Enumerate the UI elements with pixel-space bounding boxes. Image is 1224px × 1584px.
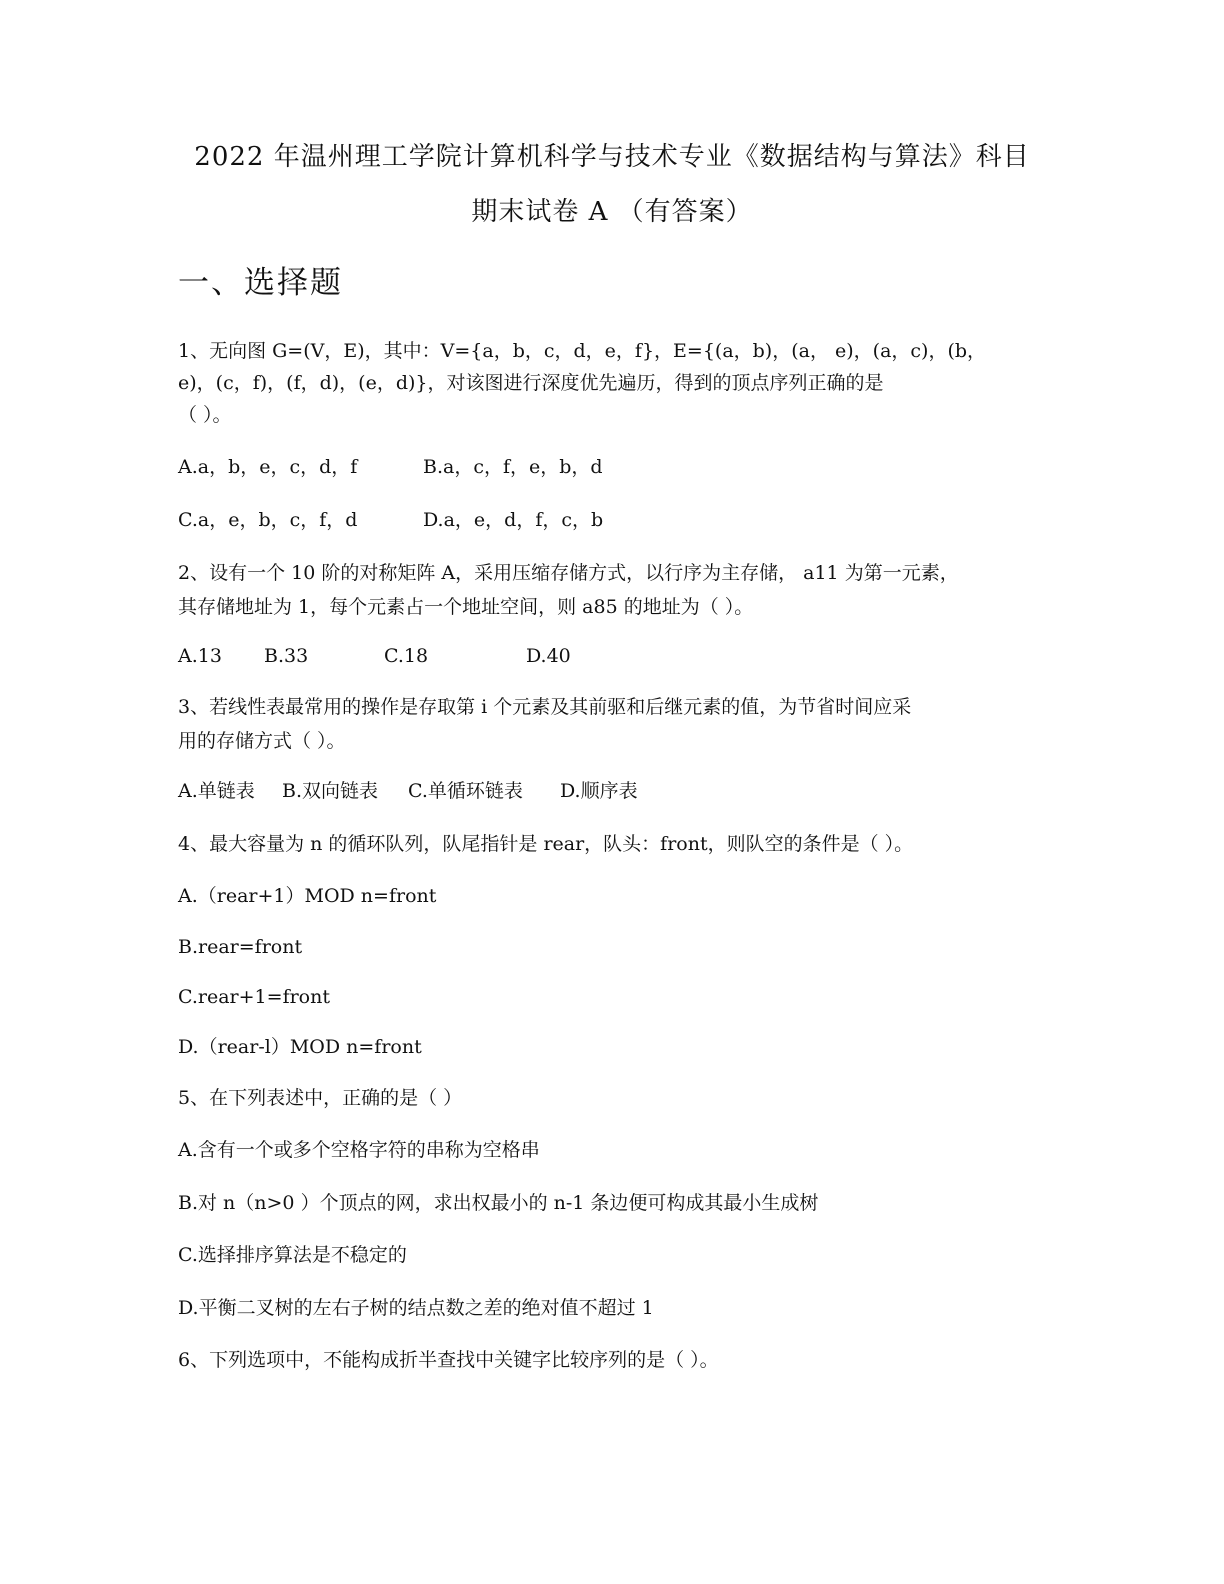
question-2-options (178, 643, 1058, 669)
question-4-option-c: C.rear+1=front (178, 986, 330, 1008)
question-1-stem-line-3: （ ）。 (178, 404, 232, 426)
question-4-stem-line-1: 4、最大容量为 n 的循环队列，队尾指针是 rear，队头：front，则队空的条件是（ ）。 (178, 833, 914, 855)
section-heading: 一、选择题 (178, 265, 343, 301)
question-3-option-d: D.顺序表 (560, 780, 638, 802)
question-3-stem-line-1: 3、若线性表最常用的操作是存取第 i 个元素及其前驱和后继元素的值，为节省时间应采 (178, 696, 912, 718)
question-2-option-a: A.13 (178, 645, 222, 667)
question-1-stem-line-2: e)，(c，f)，(f，d)，(e，d)}，对该图进行深度优先遍历，得到的顶点序列正确的是 (178, 372, 884, 394)
question-5-option-a: A.含有一个或多个空格字符的串称为空格串 (178, 1139, 540, 1161)
question-1-options-row-2 (178, 507, 1058, 533)
question-3-options (178, 778, 1058, 804)
question-1-stem-line-1: 1、无向图 G=(V，E)，其中：V={a，b，c，d，e，f}，E={(a，b)，(a， e)，(a，c)，(b， (178, 340, 987, 362)
question-1-option-a: A.a，b，e，c，d，f (178, 456, 358, 478)
question-1-option-b: B.a，c，f，e，b，d (423, 456, 603, 478)
question-3-option-c: C.单循环链表 (408, 780, 523, 802)
exam-title-line-1: 2022 年温州理工学院计算机科学与技术专业《数据结构与算法》科目 (194, 142, 1030, 172)
question-1-option-d: D.a，e，d，f，c，b (423, 509, 604, 531)
question-2-stem-line-2: 其存储地址为 1，每个元素占一个地址空间，则 a85 的地址为（ ）。 (178, 596, 754, 618)
question-3-option-a: A.单链表 (178, 780, 255, 802)
question-2-option-c: C.18 (384, 645, 429, 667)
question-3-option-b: B.双向链表 (282, 780, 379, 802)
question-5-stem-line-1: 5、在下列表述中，正确的是（ ） (178, 1087, 463, 1109)
question-4-option-a: A.（rear+1）MOD n=front (178, 885, 437, 907)
question-5-option-c: C.选择排序算法是不稳定的 (178, 1244, 407, 1266)
question-2-option-b: B.33 (264, 645, 309, 667)
question-5-option-b: B.对 n（n>0 ）个顶点的网，求出权最小的 n-1 条边便可构成其最小生成树 (178, 1192, 819, 1214)
question-5-option-d: D.平衡二叉树的左右子树的结点数之差的绝对值不超过 1 (178, 1297, 654, 1319)
question-3-stem-line-2: 用的存储方式（ ）。 (178, 730, 346, 752)
question-6-stem-line-1: 6、下列选项中，不能构成折半查找中关键字比较序列的是（ ）。 (178, 1349, 719, 1371)
question-4-option-b: B.rear=front (178, 936, 303, 958)
question-4-option-d: D.（rear-l）MOD n=front (178, 1036, 422, 1058)
question-1-options-row-1 (178, 454, 1058, 480)
question-2-stem-line-1: 2、设有一个 10 阶的对称矩阵 A，采用压缩存储方式，以行序为主存储， a11 为第一元素， (178, 562, 959, 584)
question-2-option-d: D.40 (526, 645, 571, 667)
question-1-option-c: C.a，e，b，c，f，d (178, 509, 358, 531)
exam-title-line-2: 期末试卷 A （有答案） (471, 197, 753, 227)
